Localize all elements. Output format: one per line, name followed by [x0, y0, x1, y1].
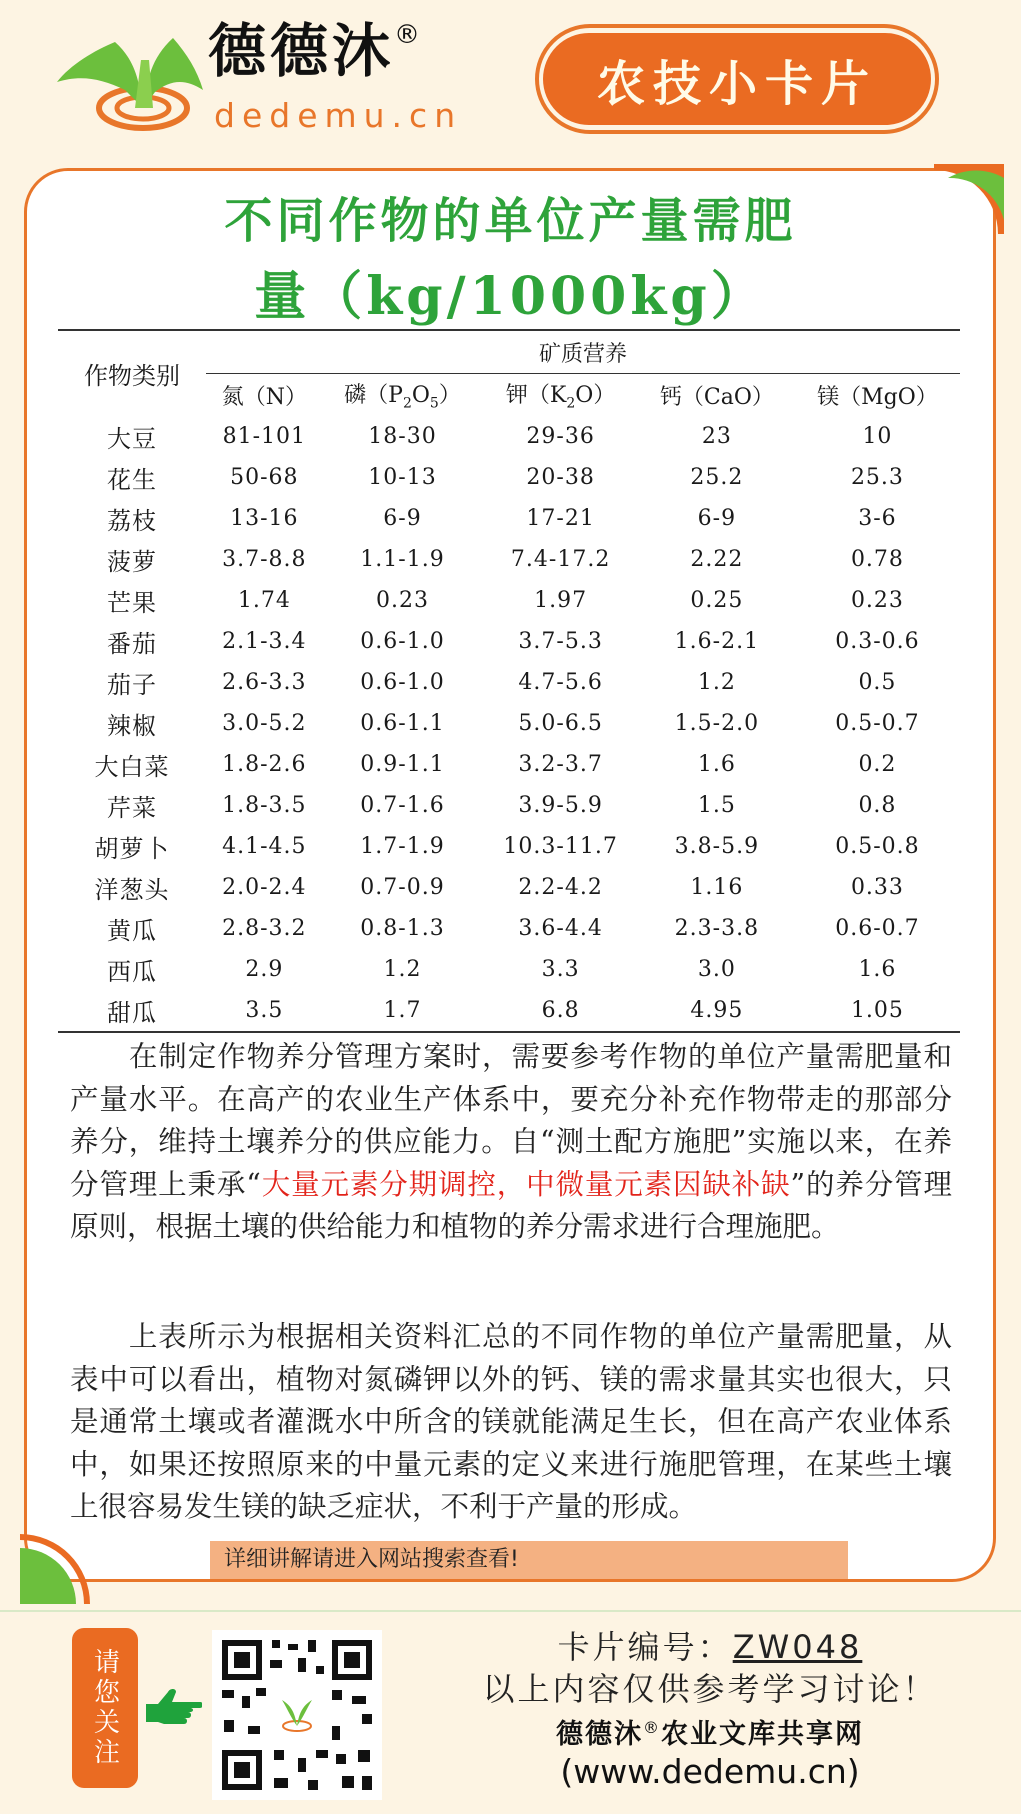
nutrient-value-cell: 0.8 — [858, 793, 897, 818]
nutrient-value-cell: 6-9 — [697, 506, 737, 531]
nutrient-value-cell: 50-68 — [230, 465, 299, 490]
website-note: 详细讲解请进入网站搜索查看! — [210, 1541, 848, 1579]
nutrient-value-cell: 3.5 — [245, 998, 284, 1023]
nutrient-value-cell: 0.8-1.3 — [360, 916, 445, 941]
nutrient-value-cell: 20-38 — [526, 465, 595, 490]
nutrient-value-cell: 1.74 — [237, 588, 291, 613]
nutrient-value-cell: 7.4-17.2 — [510, 547, 611, 572]
nutrient-value-cell: 2.9 — [245, 957, 284, 982]
nutrient-value-cell: 3.6-4.4 — [518, 916, 603, 941]
nutrient-value-cell: 0.5-0.7 — [835, 711, 920, 736]
crop-name-cell: 洋葱头 — [94, 876, 170, 904]
crop-column-header: 作物类别 — [84, 362, 180, 390]
nutrient-value-cell: 3.2-3.7 — [518, 752, 603, 777]
crop-name-cell: 菠萝 — [107, 548, 157, 576]
brand-name: 德德沐® — [208, 17, 425, 85]
nutrient-value-cell: 1.5 — [697, 793, 736, 818]
qr-code[interactable] — [212, 1630, 382, 1800]
crop-name-cell: 荔枝 — [107, 507, 157, 535]
nutrient-value-cell: 0.6-1.0 — [360, 629, 445, 654]
nutrient-value-cell: 81-101 — [222, 424, 307, 449]
nutrient-value-cell: 17-21 — [526, 506, 595, 531]
column-header-p2o5: 磷$(P_2O_5)$ — [344, 383, 461, 412]
nutrient-value-cell: 1.8-3.5 — [222, 793, 307, 818]
nutrient-value-cell: 10.3-11.7 — [503, 834, 618, 859]
crop-name-cell: 茄子 — [107, 671, 157, 699]
crop-name-cell: 花生 — [107, 466, 157, 494]
nutrient-value-cell: 1.7 — [383, 998, 422, 1023]
nutrient-value-cell: 1.6-2.1 — [674, 629, 760, 654]
nutrient-value-cell: 0.23 — [376, 588, 429, 613]
nutrient-value-cell: 0.7-1.6 — [360, 793, 445, 818]
nutrient-value-cell: 2.3-3.8 — [674, 916, 760, 941]
crop-name-cell: 大白菜 — [94, 753, 170, 781]
column-header-n: 氮（N） — [221, 384, 307, 410]
paragraph-1: 在制定作物养分管理方案时，需要参考作物的单位产量需肥量和产量水平。在高产的农业生产体系中，要充分补充作物带走的那部分养分，维持土壤养分的供应能力。自“测土配方施肥”实施以来，在养分管理上秉承“大量元素分期调控，中微量元素因缺补缺”的养分管理原则，根据土壤的供给能力和植物的养分需求进行合理施肥。 — [70, 1040, 952, 1243]
nutrient-group-header: 矿质营养 — [538, 341, 627, 367]
nutrient-value-cell: 3.7-8.8 — [222, 547, 307, 572]
table-row — [58, 703, 960, 744]
paragraph-2: 上表所示为根据相关资料汇总的不同作物的单位产量需肥量，从表中可以看出，植物对氮磷钾以外的钙、镁的需求量其实也很大，只是通常土壤或者灌溉水中所含的镁就能满足生长，但在高产农业体系中，如果还按照原来的中量元素的定义来进行施肥管理，在某些土壤上很容易发生镁的缺乏症状，不利于产量的形成。 — [70, 1320, 952, 1523]
logo-icon — [55, 20, 205, 135]
column-header-cao: 钙（CaO） — [659, 384, 774, 410]
nutrient-value-cell: 0.2 — [858, 752, 897, 777]
table-row — [58, 785, 960, 826]
follow-badge: 请您关注 — [72, 1628, 138, 1788]
nutrient-value-cell: 0.6-1.1 — [360, 711, 445, 736]
card-number: 卡片编号：ZW048 — [557, 1628, 863, 1666]
nutrient-value-cell: 0.78 — [850, 547, 904, 572]
nutrient-value-cell: 1.97 — [534, 588, 588, 613]
highlight-principle: 大量元素分期调控，中微量元素因缺补缺 — [260, 1167, 791, 1201]
nutrient-value-cell: 2.22 — [690, 547, 744, 572]
nutrient-value-cell: 29-36 — [526, 424, 595, 449]
nutrient-value-cell: 2.0-2.4 — [222, 875, 307, 900]
nutrient-value-cell: 4.7-5.6 — [518, 670, 603, 695]
footer-divider — [0, 1610, 1021, 1612]
nutrient-value-cell: 1.6 — [697, 752, 736, 777]
crop-name-cell: 西瓜 — [107, 958, 157, 986]
nutrient-value-cell: 3.9-5.9 — [518, 793, 603, 818]
table-row — [58, 580, 960, 621]
card-badge — [535, 24, 939, 134]
nutrient-value-cell: 4.95 — [690, 998, 744, 1023]
crop-name-cell: 芒果 — [107, 589, 157, 617]
nutrient-value-cell: 1.6 — [858, 957, 897, 982]
nutrient-value-cell: 3.0 — [697, 957, 736, 982]
table-row — [58, 539, 960, 580]
card-badge-label: 农技小卡片 — [543, 33, 931, 125]
nutrient-value-cell: 0.25 — [690, 588, 744, 613]
nutrient-value-cell: 1.05 — [850, 998, 904, 1023]
nutrient-value-cell: 2.6-3.3 — [222, 670, 307, 695]
nutrient-value-cell: 10 — [862, 424, 893, 449]
nutrient-value-cell: 1.5-2.0 — [674, 711, 760, 736]
table-row — [58, 662, 960, 703]
table-row — [58, 826, 960, 867]
table-row — [58, 990, 960, 1032]
brand-domain: dedemu.cn — [214, 96, 463, 135]
website-link[interactable]: (www.dedemu.cn) — [560, 1752, 860, 1791]
pointing-hand-icon — [142, 1682, 202, 1726]
nutrient-table — [58, 329, 960, 1033]
disclaimer: 以上内容仅供参考学习讨论！ — [482, 1670, 938, 1708]
crop-name-cell: 辣椒 — [107, 712, 157, 740]
table-row — [58, 867, 960, 908]
nutrient-value-cell: 0.5-0.8 — [835, 834, 920, 859]
nutrient-value-cell: 1.1-1.9 — [360, 547, 445, 572]
nutrient-value-cell: 3.8-5.9 — [674, 834, 760, 859]
nutrient-value-cell: 3.3 — [541, 957, 580, 982]
table-row — [58, 498, 960, 539]
table-row — [58, 744, 960, 785]
table-body — [58, 416, 960, 1032]
table-row — [58, 949, 960, 990]
nutrient-value-cell: 2.2-4.2 — [518, 875, 603, 900]
table-row — [58, 457, 960, 498]
crop-name-cell: 番茄 — [107, 630, 157, 658]
table-row — [58, 908, 960, 949]
nutrient-value-cell: 4.1-4.5 — [222, 834, 307, 859]
nutrient-value-cell: 3.7-5.3 — [518, 629, 603, 654]
corner-leaf-icon — [20, 1534, 90, 1604]
nutrient-value-cell: 10-13 — [368, 465, 437, 490]
nutrient-value-cell: 0.7-0.9 — [360, 875, 445, 900]
nutrient-value-cell: 0.9-1.1 — [360, 752, 445, 777]
nutrient-value-cell: 6-9 — [383, 506, 422, 531]
nutrient-value-cell: 6.8 — [541, 998, 580, 1023]
crop-name-cell: 胡萝卜 — [94, 835, 170, 863]
nutrient-value-cell: 3-6 — [858, 506, 897, 531]
nutrient-value-cell: 3.0-5.2 — [222, 711, 307, 736]
crop-name-cell: 黄瓜 — [107, 917, 157, 945]
table-row — [58, 416, 960, 457]
page-title-unit: 量（kg/1000kg） — [254, 266, 767, 327]
nutrient-value-cell: 18-30 — [368, 424, 437, 449]
library-name: 德德沐®农业文库共享网 — [556, 1718, 864, 1750]
nutrient-value-cell: 0.6-1.0 — [360, 670, 445, 695]
nutrient-value-cell: 25.2 — [690, 465, 744, 490]
nutrient-value-cell: 0.33 — [850, 875, 904, 900]
crop-name-cell: 甜瓜 — [107, 999, 157, 1027]
nutrient-value-cell: 1.2 — [383, 957, 422, 982]
nutrient-value-cell: 1.8-2.6 — [222, 752, 307, 777]
column-header-mgo: 镁（MgO） — [817, 384, 938, 410]
page-title: 不同作物的单位产量需肥 — [224, 193, 797, 249]
nutrient-value-cell: 1.2 — [697, 670, 736, 695]
nutrient-value-cell: 0.5 — [858, 670, 897, 695]
nutrient-value-cell: 1.7-1.9 — [360, 834, 445, 859]
nutrient-value-cell: 0.6-0.7 — [835, 916, 920, 941]
crop-name-cell: 大豆 — [107, 425, 157, 453]
nutrient-value-cell: 0.23 — [850, 588, 904, 613]
nutrient-value-cell: 1.16 — [690, 875, 744, 900]
column-header-k2o: 钾$(K_2O)$ — [505, 383, 616, 412]
nutrient-value-cell: 13-16 — [230, 506, 299, 531]
nutrient-value-cell: 2.8-3.2 — [222, 916, 307, 941]
nutrient-value-cell: 25.3 — [850, 465, 904, 490]
nutrient-value-cell: 23 — [701, 424, 732, 449]
table-row — [58, 621, 960, 662]
nutrient-value-cell: 2.1-3.4 — [222, 629, 307, 654]
nutrient-value-cell: 0.3-0.6 — [835, 629, 920, 654]
crop-name-cell: 芹菜 — [107, 794, 157, 822]
nutrient-value-cell: 5.0-6.5 — [518, 711, 603, 736]
